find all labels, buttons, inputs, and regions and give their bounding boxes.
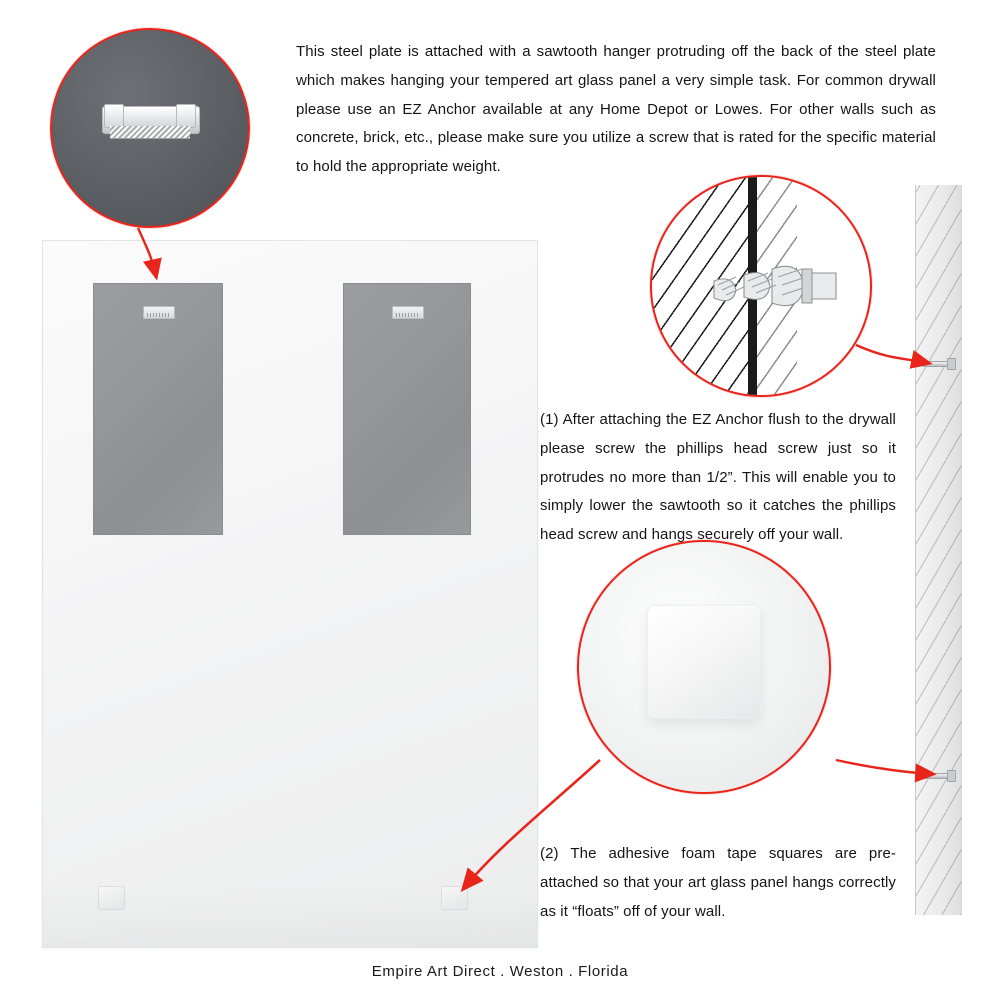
foam-square-icon (647, 605, 761, 719)
screw-anchor-icon (652, 177, 870, 395)
foam-square-bottom-right (441, 886, 468, 910)
sawtooth-hanger-icon (102, 106, 198, 146)
step-1-paragraph: (1) After attaching the EZ Anchor flush to the drywall please screw the phillips head screw just so it protrudes no more than 1/2”. This will enable you to simply lower the sawtooth so it catches the phillips head screw and hangs securely off your wall. (540, 411, 896, 544)
art-glass-panel (42, 240, 538, 948)
sawtooth-hanger-icon (392, 306, 424, 319)
foam-tape-square-detail (577, 540, 831, 794)
foam-square-bottom-left (98, 886, 125, 910)
ez-anchor-screw-detail (650, 175, 872, 397)
footer-brand: Empire Art Direct . Weston . Florida (371, 963, 629, 980)
wall-cross-section (915, 185, 962, 915)
steel-plate-right (343, 283, 471, 535)
steel-plate-left (93, 283, 223, 535)
step-2-paragraph: (2) The adhesive foam tape squares are pre-attached so that your art glass panel hangs correctly as it “floats” off of your wall. (540, 845, 896, 920)
wall-screw-top (922, 358, 956, 368)
wall-screw-bottom (922, 770, 956, 780)
intro-paragraph: This steel plate is attached with a sawtooth hanger protruding off the back of the steel plate which makes hanging your tempered art glass panel a very simple task. For common drywall please use an EZ Anchor available at any Home Depot or Lowes. For other walls such as concrete, brick, etc., please make sure you utilize a screw that is rated for the specific material to hold the appropriate weight. (296, 43, 936, 176)
sawtooth-hanger-detail (50, 28, 250, 228)
sawtooth-hanger-icon (143, 306, 175, 319)
